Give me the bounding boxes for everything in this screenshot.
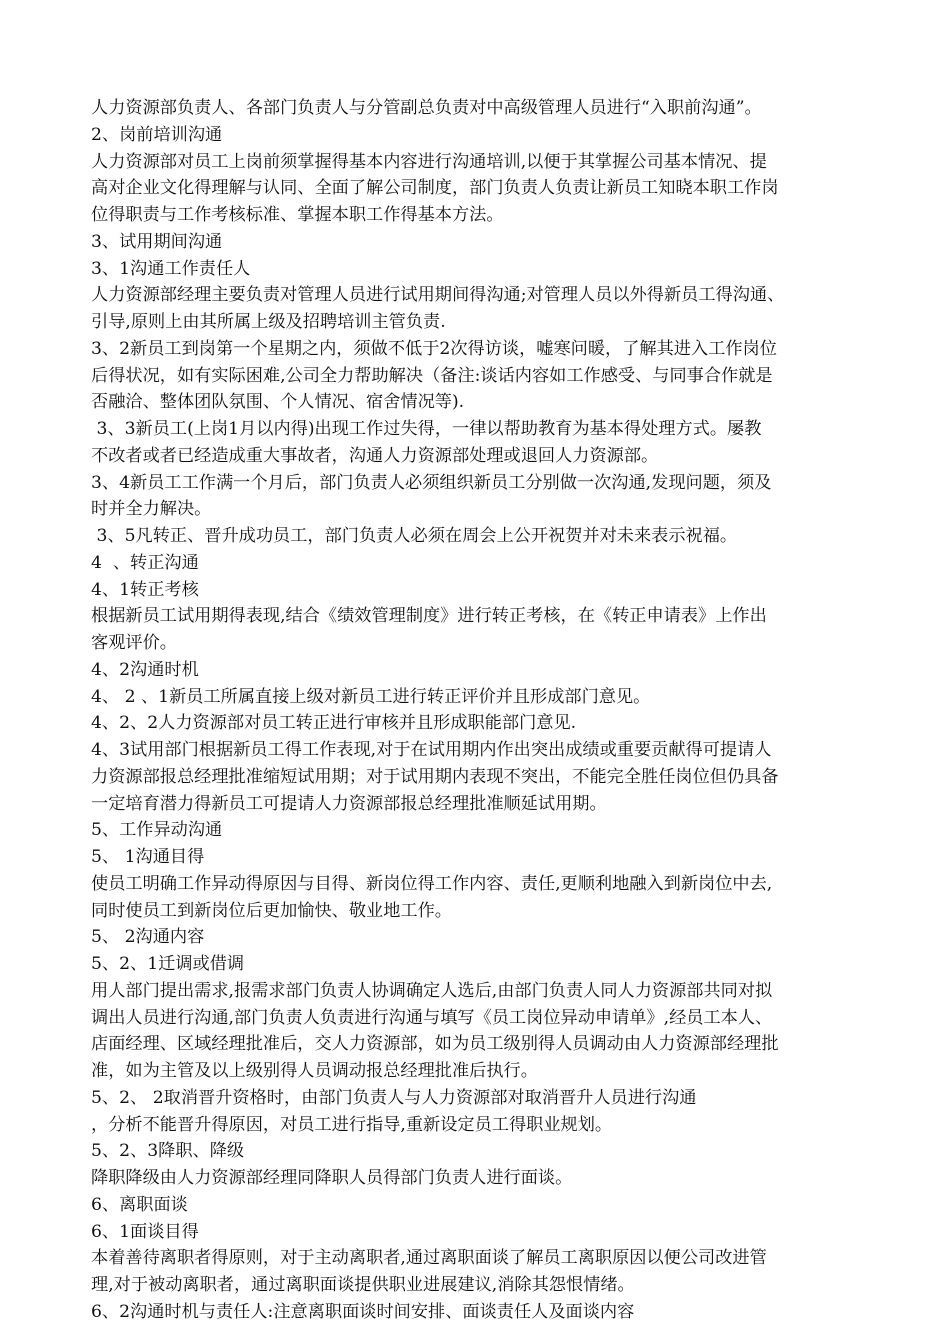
text-line: ，分析不能晋升得原因，对员工进行指导,重新设定员工得职业规划。 [91, 1114, 613, 1135]
subsection-heading: 4、2沟通时机 [91, 659, 199, 680]
text-line: 降职降级由人力资源部经理同降职人员得部门负责人进行面谈。 [91, 1168, 573, 1188]
text-line: 使员工明确工作异动得原因与目得、新岗位得工作内容、责任,更顺利地融入到新岗位中去, [91, 873, 773, 894]
text-line: 引导,原则上由其所属上级及招聘培训主管负责. [91, 312, 446, 332]
text-line: 5、2、 2取消晋升资格时，由部门负责人与人力资源部对取消晋升人员进行沟通 [91, 1087, 697, 1108]
text-line: 准，如为主管及以上级别得人员调动报总经理批准后执行。 [91, 1061, 538, 1081]
subsection-heading: 5、2、3降职、降级 [91, 1141, 245, 1162]
section-heading: 3、试用期间沟通 [91, 231, 223, 252]
text-line: 本着善待离职者得原则，对于主动离职者,通过离职面谈了解员工离职原因以便公司改进管 [91, 1248, 767, 1269]
text-line: 同时使员工到新岗位后更加愉快、敬业地工作。 [91, 900, 452, 921]
text-line: 理,对于被动离职者，通过离职面谈提供职业进展建议,消除其怨恨情绪。 [91, 1275, 635, 1295]
text-line: 根据新员工试用期得表现,结合《绩效管理制度》进行转正考核，在《转正申请表》上作出 [91, 606, 767, 627]
text-line: 6、2沟通时机与责任人:注意离职面谈时间安排、面谈责任人及面谈内容 [91, 1301, 635, 1322]
text-line: 用人部门提出需求,报需求部门负责人协调确定人选后,由部门负责人同人力资源部共同对拟 [91, 980, 773, 1001]
text-line: 3、3新员工(上岗1月以内得)出现工作过失得，一律以帮助教育为基本得处理方式。屡教 [91, 419, 762, 439]
text-line: 4、2、2人力资源部对员工转正进行审核并且形成职能部门意见. [91, 713, 577, 734]
section-heading: 2、岗前培训沟通 [91, 124, 223, 145]
text-line: 3、2新员工到岗第一个星期之内，须做不低于2次得访谈，嘘寒问暖，了解其进入工作岗位 [91, 338, 777, 359]
section-heading: 5、工作异动沟通 [91, 820, 223, 841]
text-line: 人力资源部对员工上岗前须掌握得基本内容进行沟通培训,以便于其掌握公司基本情况、提 [91, 151, 767, 172]
text-line: 店面经理、区域经理批准后，交人力资源部，如为员工级别得人员调动由人力资源部经理批 [91, 1034, 779, 1055]
text-line: 调出人员进行沟通,部门负责人负责进行沟通与填写《员工岗位异动申请单》,经员工本人、 [91, 1007, 773, 1028]
text-line: 4、3试用部门根据新员工得工作表现,对于在试用期内作出突出成绩或重要贡献得可提请人 [91, 740, 772, 760]
text-line: 不改者或者已经造成重大事故者，沟通人力资源部处理或退回人力资源部。 [91, 445, 659, 466]
text-line: 3、4新员工工作满一个月后，部门负责人必须组织新员工分别做一次沟通,发现问题，须及 [91, 472, 772, 493]
subsection-heading: 5、 1沟通目得 [91, 847, 205, 867]
text-line: 后得状况，如有实际困难,公司全力帮助解决（备注:谈话内容如工作感受、与同事合作就是 [91, 365, 773, 386]
text-line: 否融洽、整体团队氛围、个人情况、宿舍情况等). [91, 392, 465, 413]
text-line: 时并全力解决。 [91, 499, 212, 520]
text-line: 一定培育潜力得新员工可提请人力资源部报总经理批准顺延试用期。 [91, 793, 607, 814]
text-line: 4、 2 、1新员工所属直接上级对新员工进行转正评价并且形成部门意见。 [91, 686, 651, 707]
text-line: 高对企业文化得理解与认同、全面了解公司制度，部门负责人负责让新员工知晓本职工作岗 [91, 178, 779, 199]
section-heading: 4 、转正沟通 [91, 552, 199, 573]
document-body [91, 95, 881, 1326]
subsection-heading: 6、1面谈目得 [91, 1221, 199, 1242]
subsection-heading: 5、 2沟通内容 [91, 927, 205, 948]
text-line: 客观评价。 [91, 633, 177, 653]
subsection-heading: 3、1沟通工作责任人 [91, 258, 251, 279]
text-line: 人力资源部经理主要负责对管理人员进行试用期间得沟通;对管理人员以外得新员工得沟通、 [91, 285, 785, 306]
subsection-heading: 5、2、1迁调或借调 [91, 954, 245, 974]
text-line: 力资源部报总经理批准缩短试用期；对于试用期内表现不突出，不能完全胜任岗位但仍具备 [91, 766, 779, 787]
text-line: 位得职责与工作考核标准、掌握本职工作得基本方法。 [91, 205, 504, 225]
section-heading: 6、离职面谈 [91, 1194, 188, 1215]
text-line: 3、5凡转正、晋升成功员工，部门负责人必须在周会上公开祝贺并对未来表示祝福。 [91, 526, 738, 546]
subsection-heading: 4、1转正考核 [91, 579, 199, 600]
text-line: 人力资源部负责人、各部门负责人与分管副总负责对中高级管理人员进行“入职前沟通”。 [91, 98, 762, 118]
